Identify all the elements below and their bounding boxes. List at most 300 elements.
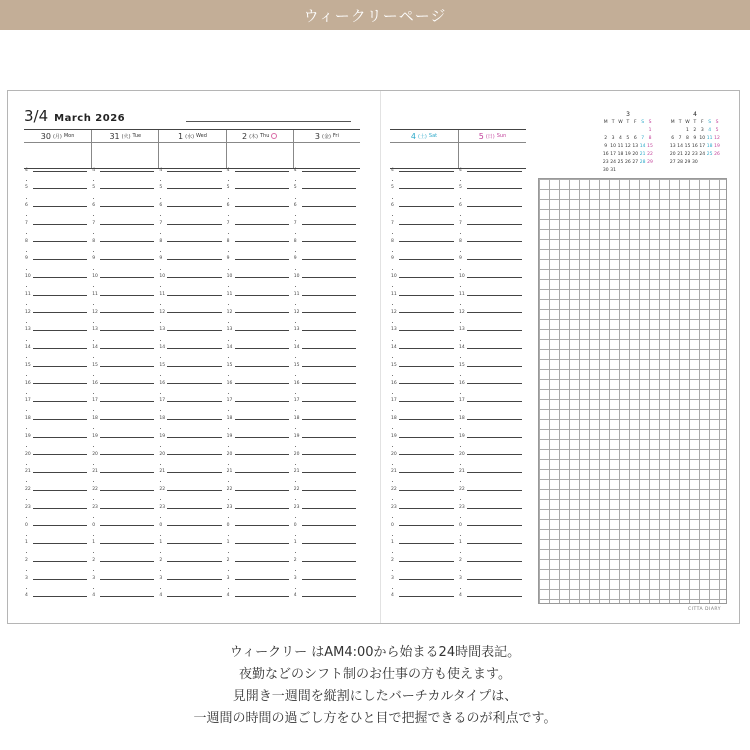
day-en-label: Fri bbox=[332, 133, 339, 139]
hour-line bbox=[399, 312, 454, 313]
hour-label: 1 bbox=[226, 540, 230, 546]
hour-label: 15 bbox=[459, 362, 465, 368]
hour-line bbox=[33, 206, 87, 207]
hour-label: 22 bbox=[92, 487, 98, 493]
hour-line bbox=[100, 419, 154, 420]
hour-label: 17 bbox=[159, 398, 166, 404]
hour-label: 1 bbox=[25, 540, 28, 546]
hour-label: 12 bbox=[25, 309, 31, 315]
date-cell: 7 bbox=[641, 135, 645, 141]
time-row bbox=[391, 304, 454, 322]
time-column[interactable] bbox=[391, 167, 454, 611]
time-row bbox=[159, 446, 221, 464]
time-row bbox=[227, 570, 289, 588]
hour-line bbox=[167, 419, 221, 420]
date-cell: 14 bbox=[639, 143, 646, 149]
time-row bbox=[391, 464, 454, 482]
hour-line bbox=[167, 312, 221, 313]
week-date-range: 3/4 bbox=[24, 107, 49, 125]
time-row bbox=[459, 535, 522, 553]
hour-label: 17 bbox=[226, 398, 233, 404]
time-row bbox=[159, 393, 221, 411]
hour-label: 22 bbox=[459, 487, 465, 493]
hour-label: 9 bbox=[25, 256, 28, 262]
day-header bbox=[294, 130, 360, 143]
weekday-initial: W bbox=[685, 119, 690, 125]
hour-line bbox=[100, 454, 154, 455]
hour-line bbox=[167, 295, 221, 296]
time-row bbox=[159, 428, 221, 446]
hour-line bbox=[467, 241, 522, 242]
time-row bbox=[459, 499, 522, 517]
hour-label: 1 bbox=[391, 540, 394, 546]
time-row bbox=[459, 180, 522, 198]
hour-line bbox=[100, 472, 154, 473]
time-row bbox=[294, 570, 356, 588]
day-en-label: Tue bbox=[132, 133, 142, 139]
hour-line bbox=[167, 366, 221, 367]
hour-line bbox=[235, 171, 289, 172]
date-cell: 26 bbox=[714, 151, 720, 157]
day-en-label: Thu bbox=[259, 133, 270, 139]
hour-line bbox=[33, 383, 87, 384]
hour-label: 4 bbox=[293, 167, 297, 173]
hour-label: 5 bbox=[92, 185, 96, 191]
hour-label: 2 bbox=[159, 558, 163, 564]
hour-line bbox=[33, 472, 87, 473]
hour-label: 12 bbox=[459, 309, 465, 315]
hour-line bbox=[33, 366, 87, 367]
date-cell: 10 bbox=[610, 143, 616, 149]
hour-label: 11 bbox=[25, 291, 31, 297]
hour-label: 12 bbox=[293, 309, 300, 315]
hour-label: 0 bbox=[159, 522, 163, 528]
time-row bbox=[459, 198, 522, 216]
day-jp-label: (月) bbox=[52, 133, 62, 140]
time-row bbox=[459, 464, 522, 482]
hour-label: 8 bbox=[293, 238, 297, 244]
hour-label: 10 bbox=[159, 274, 166, 280]
hour-line bbox=[399, 561, 454, 562]
hour-label: 4 bbox=[459, 167, 462, 173]
hour-label: 20 bbox=[159, 451, 166, 457]
time-row bbox=[227, 499, 289, 517]
date-cell: 24 bbox=[699, 151, 706, 157]
time-row bbox=[459, 251, 522, 269]
time-row bbox=[92, 357, 154, 375]
date-cell: 25 bbox=[617, 159, 624, 165]
hour-line bbox=[399, 277, 454, 278]
hour-line bbox=[235, 543, 289, 544]
time-row bbox=[25, 180, 87, 198]
time-row bbox=[227, 588, 289, 606]
time-row bbox=[92, 464, 154, 482]
time-column[interactable] bbox=[293, 167, 356, 611]
mini-calendar-weekdays bbox=[602, 119, 654, 127]
time-row bbox=[25, 375, 87, 393]
time-row bbox=[159, 162, 221, 180]
date-cell: 22 bbox=[684, 151, 691, 157]
hour-line bbox=[467, 366, 522, 367]
hour-label: 0 bbox=[391, 522, 394, 528]
day-header bbox=[459, 130, 526, 143]
hour-label: 7 bbox=[293, 220, 297, 226]
time-row bbox=[159, 517, 221, 535]
mini-calendar-month: 3 bbox=[626, 111, 630, 118]
hour-line bbox=[399, 259, 454, 260]
day-number: 31 bbox=[109, 131, 120, 141]
hour-line bbox=[33, 401, 87, 402]
hour-line bbox=[100, 312, 154, 313]
day-jp-label: (木) bbox=[249, 133, 258, 140]
date-cell: 3 bbox=[700, 127, 704, 133]
hour-line bbox=[33, 312, 87, 313]
hour-label: 12 bbox=[92, 309, 98, 315]
day-number: 30 bbox=[40, 131, 51, 141]
hour-line bbox=[167, 525, 221, 526]
hour-line bbox=[33, 330, 87, 331]
date-cell: 8 bbox=[648, 135, 652, 141]
hour-label: 4 bbox=[159, 593, 163, 599]
hour-label: 6 bbox=[459, 203, 462, 209]
description-line: ウィークリー はAM4:00から始まる24時間表記。 bbox=[229, 645, 521, 660]
hour-label: 5 bbox=[25, 185, 28, 191]
hour-line bbox=[235, 241, 289, 242]
time-row bbox=[294, 428, 356, 446]
time-row bbox=[391, 393, 454, 411]
time-row bbox=[459, 215, 522, 233]
hour-line bbox=[235, 366, 289, 367]
time-row bbox=[159, 570, 221, 588]
hour-line bbox=[467, 472, 522, 473]
time-row bbox=[159, 322, 221, 340]
mini-calendar-week bbox=[602, 167, 654, 175]
hour-label: 0 bbox=[293, 522, 297, 528]
hour-label: 20 bbox=[92, 451, 98, 457]
time-row bbox=[159, 304, 221, 322]
weekday-initial: T bbox=[611, 119, 615, 125]
week-header bbox=[24, 107, 125, 125]
hour-label: 14 bbox=[459, 345, 465, 351]
hour-line bbox=[235, 295, 289, 296]
hour-label: 17 bbox=[293, 398, 300, 404]
time-row bbox=[459, 340, 522, 358]
time-row bbox=[227, 180, 289, 198]
date-cell: 31 bbox=[610, 167, 616, 173]
time-row bbox=[294, 162, 356, 180]
time-row bbox=[227, 428, 289, 446]
time-row bbox=[227, 269, 289, 287]
hour-line bbox=[467, 277, 522, 278]
hour-label: 11 bbox=[226, 291, 233, 297]
memo-line bbox=[186, 121, 351, 122]
time-column[interactable] bbox=[226, 167, 289, 611]
time-row bbox=[459, 428, 522, 446]
hour-label: 8 bbox=[159, 238, 163, 244]
time-row bbox=[92, 535, 154, 553]
hour-line bbox=[302, 437, 356, 438]
time-row bbox=[294, 464, 356, 482]
hour-line bbox=[235, 561, 289, 562]
date-cell: 28 bbox=[639, 159, 646, 165]
time-row bbox=[159, 269, 221, 287]
hour-label: 9 bbox=[226, 256, 230, 262]
hour-label: 13 bbox=[391, 327, 397, 333]
hour-line bbox=[100, 579, 154, 580]
hour-label: 7 bbox=[25, 220, 28, 226]
mini-calendar-week bbox=[602, 127, 654, 135]
hour-line bbox=[399, 596, 454, 597]
hour-label: 20 bbox=[391, 451, 397, 457]
date-cell: 29 bbox=[684, 159, 691, 165]
date-cell: 28 bbox=[677, 159, 683, 165]
time-row bbox=[294, 251, 356, 269]
time-row bbox=[25, 340, 87, 358]
time-row bbox=[294, 198, 356, 216]
time-column[interactable] bbox=[92, 167, 154, 611]
hour-label: 4 bbox=[293, 593, 297, 599]
mini-calendar-week bbox=[669, 127, 721, 135]
description-line: 一週間の時間の過ごし方をひと目で把握できるのが利点です。 bbox=[193, 711, 557, 726]
time-row bbox=[294, 481, 356, 499]
time-row bbox=[459, 552, 522, 570]
hour-label: 19 bbox=[293, 433, 300, 439]
hour-line bbox=[167, 490, 221, 491]
hour-line bbox=[167, 224, 221, 225]
time-row bbox=[391, 428, 454, 446]
hour-label: 3 bbox=[459, 575, 462, 581]
time-row bbox=[227, 322, 289, 340]
hour-label: 17 bbox=[391, 398, 397, 404]
date-cell: 2 bbox=[693, 127, 697, 133]
time-row bbox=[159, 357, 221, 375]
mini-calendar-week bbox=[669, 151, 721, 159]
hour-label: 6 bbox=[25, 203, 28, 209]
time-row bbox=[92, 233, 154, 251]
hour-label: 16 bbox=[25, 380, 31, 386]
day-number: 1 bbox=[178, 131, 184, 141]
hour-label: 1 bbox=[92, 540, 96, 546]
hour-label: 13 bbox=[226, 327, 233, 333]
hour-label: 21 bbox=[25, 469, 31, 475]
time-row bbox=[391, 588, 454, 606]
time-column[interactable] bbox=[159, 167, 221, 611]
day-number: 5 bbox=[478, 131, 484, 141]
hour-line bbox=[302, 508, 356, 509]
hour-line bbox=[235, 525, 289, 526]
day-en-label: Wed bbox=[196, 133, 207, 139]
hour-label: 6 bbox=[226, 203, 230, 209]
time-row bbox=[459, 393, 522, 411]
hour-label: 23 bbox=[92, 504, 98, 510]
date-cell: 9 bbox=[693, 135, 697, 141]
time-row bbox=[227, 357, 289, 375]
hour-label: 8 bbox=[459, 238, 462, 244]
time-row bbox=[159, 535, 221, 553]
time-row bbox=[25, 570, 87, 588]
date-cell: 16 bbox=[602, 151, 609, 157]
hour-line bbox=[235, 330, 289, 331]
hour-line bbox=[100, 437, 154, 438]
hour-line bbox=[302, 259, 356, 260]
time-row bbox=[227, 340, 289, 358]
hour-line bbox=[467, 579, 522, 580]
time-column[interactable] bbox=[25, 167, 87, 611]
hour-label: 10 bbox=[459, 274, 465, 280]
weekday-initial: W bbox=[618, 119, 623, 125]
hour-label: 17 bbox=[92, 398, 98, 404]
time-row bbox=[25, 251, 87, 269]
hour-line bbox=[302, 419, 356, 420]
hour-line bbox=[167, 472, 221, 473]
time-row bbox=[159, 464, 221, 482]
hour-label: 4 bbox=[92, 593, 96, 599]
time-column[interactable] bbox=[459, 167, 522, 611]
hour-line bbox=[467, 508, 522, 509]
hour-label: 2 bbox=[293, 558, 297, 564]
hour-line bbox=[167, 401, 221, 402]
hour-label: 8 bbox=[25, 238, 28, 244]
hour-label: 13 bbox=[159, 327, 166, 333]
time-row bbox=[294, 357, 356, 375]
hour-label: 23 bbox=[25, 504, 31, 510]
time-row bbox=[391, 198, 454, 216]
day-en-label: Sun bbox=[496, 133, 507, 139]
time-row bbox=[25, 481, 87, 499]
hour-line bbox=[467, 525, 522, 526]
time-row bbox=[294, 340, 356, 358]
time-row bbox=[92, 428, 154, 446]
hour-label: 5 bbox=[159, 185, 163, 191]
hour-label: 2 bbox=[391, 558, 394, 564]
hour-label: 16 bbox=[391, 380, 397, 386]
hour-line bbox=[167, 259, 221, 260]
hour-line bbox=[33, 241, 87, 242]
time-row bbox=[92, 446, 154, 464]
hour-label: 15 bbox=[293, 362, 300, 368]
time-row bbox=[459, 588, 522, 606]
hour-label: 10 bbox=[226, 274, 233, 280]
hour-line bbox=[235, 348, 289, 349]
hour-label: 4 bbox=[25, 593, 28, 599]
hour-line bbox=[167, 206, 221, 207]
hour-label: 3 bbox=[391, 575, 394, 581]
hour-line bbox=[467, 188, 522, 189]
mini-calendar-week bbox=[602, 143, 654, 151]
date-cell: 18 bbox=[706, 143, 713, 149]
time-row bbox=[25, 446, 87, 464]
hour-line bbox=[33, 596, 87, 597]
time-row bbox=[227, 215, 289, 233]
time-row bbox=[227, 552, 289, 570]
hour-line bbox=[167, 561, 221, 562]
hour-line bbox=[33, 437, 87, 438]
date-cell: 10 bbox=[699, 135, 706, 141]
time-row bbox=[227, 410, 289, 428]
date-cell: 1 bbox=[686, 127, 689, 133]
date-cell: 4 bbox=[619, 135, 622, 141]
hour-line bbox=[33, 277, 87, 278]
date-cell: 6 bbox=[671, 135, 675, 141]
hour-line bbox=[33, 259, 87, 260]
graph-paper-grid bbox=[538, 178, 727, 604]
time-row bbox=[25, 535, 87, 553]
hour-label: 23 bbox=[293, 504, 300, 510]
hour-label: 11 bbox=[159, 291, 166, 297]
hour-line bbox=[100, 241, 154, 242]
hour-label: 20 bbox=[25, 451, 31, 457]
hour-line bbox=[467, 312, 522, 313]
hour-label: 9 bbox=[92, 256, 96, 262]
date-cell: 21 bbox=[677, 151, 683, 157]
time-row bbox=[25, 233, 87, 251]
hour-label: 6 bbox=[92, 203, 96, 209]
time-row bbox=[25, 215, 87, 233]
time-row bbox=[25, 198, 87, 216]
date-cell: 18 bbox=[617, 151, 624, 157]
date-cell: 23 bbox=[602, 159, 609, 165]
hour-line bbox=[302, 561, 356, 562]
mini-calendar-week bbox=[602, 151, 654, 159]
time-row bbox=[25, 588, 87, 606]
hour-line bbox=[302, 241, 356, 242]
hour-line bbox=[235, 188, 289, 189]
hour-line bbox=[399, 419, 454, 420]
time-row bbox=[25, 428, 87, 446]
hour-line bbox=[467, 330, 522, 331]
time-row bbox=[227, 535, 289, 553]
hour-line bbox=[100, 525, 154, 526]
time-row bbox=[294, 393, 356, 411]
time-row bbox=[92, 481, 154, 499]
hour-line bbox=[167, 596, 221, 597]
weekday-initial: S bbox=[715, 119, 719, 125]
hour-label: 6 bbox=[293, 203, 297, 209]
time-row bbox=[459, 481, 522, 499]
hour-label: 21 bbox=[159, 469, 166, 475]
hour-label: 5 bbox=[226, 185, 230, 191]
page-fold bbox=[380, 91, 381, 623]
hour-line bbox=[399, 437, 454, 438]
hour-line bbox=[302, 312, 356, 313]
hour-line bbox=[167, 171, 221, 172]
day-header bbox=[227, 130, 293, 143]
hour-line bbox=[302, 401, 356, 402]
mini-calendar-week bbox=[669, 135, 721, 143]
description-text bbox=[0, 642, 750, 730]
hour-label: 0 bbox=[226, 522, 230, 528]
hour-label: 17 bbox=[459, 398, 465, 404]
day-jp-label: (火) bbox=[121, 133, 131, 140]
hour-line bbox=[302, 454, 356, 455]
time-row bbox=[294, 446, 356, 464]
weekday-initial: F bbox=[633, 119, 637, 125]
hour-label: 3 bbox=[25, 575, 28, 581]
hour-label: 10 bbox=[293, 274, 300, 280]
hour-line bbox=[235, 259, 289, 260]
hour-label: 4 bbox=[226, 593, 230, 599]
date-cell: 2 bbox=[604, 135, 608, 141]
time-row bbox=[294, 304, 356, 322]
time-row bbox=[92, 552, 154, 570]
hour-label: 20 bbox=[293, 451, 300, 457]
hour-label: 20 bbox=[459, 451, 465, 457]
hour-line bbox=[167, 454, 221, 455]
time-row bbox=[294, 286, 356, 304]
hour-label: 23 bbox=[159, 504, 166, 510]
date-cell: 5 bbox=[715, 127, 719, 133]
time-row bbox=[227, 251, 289, 269]
